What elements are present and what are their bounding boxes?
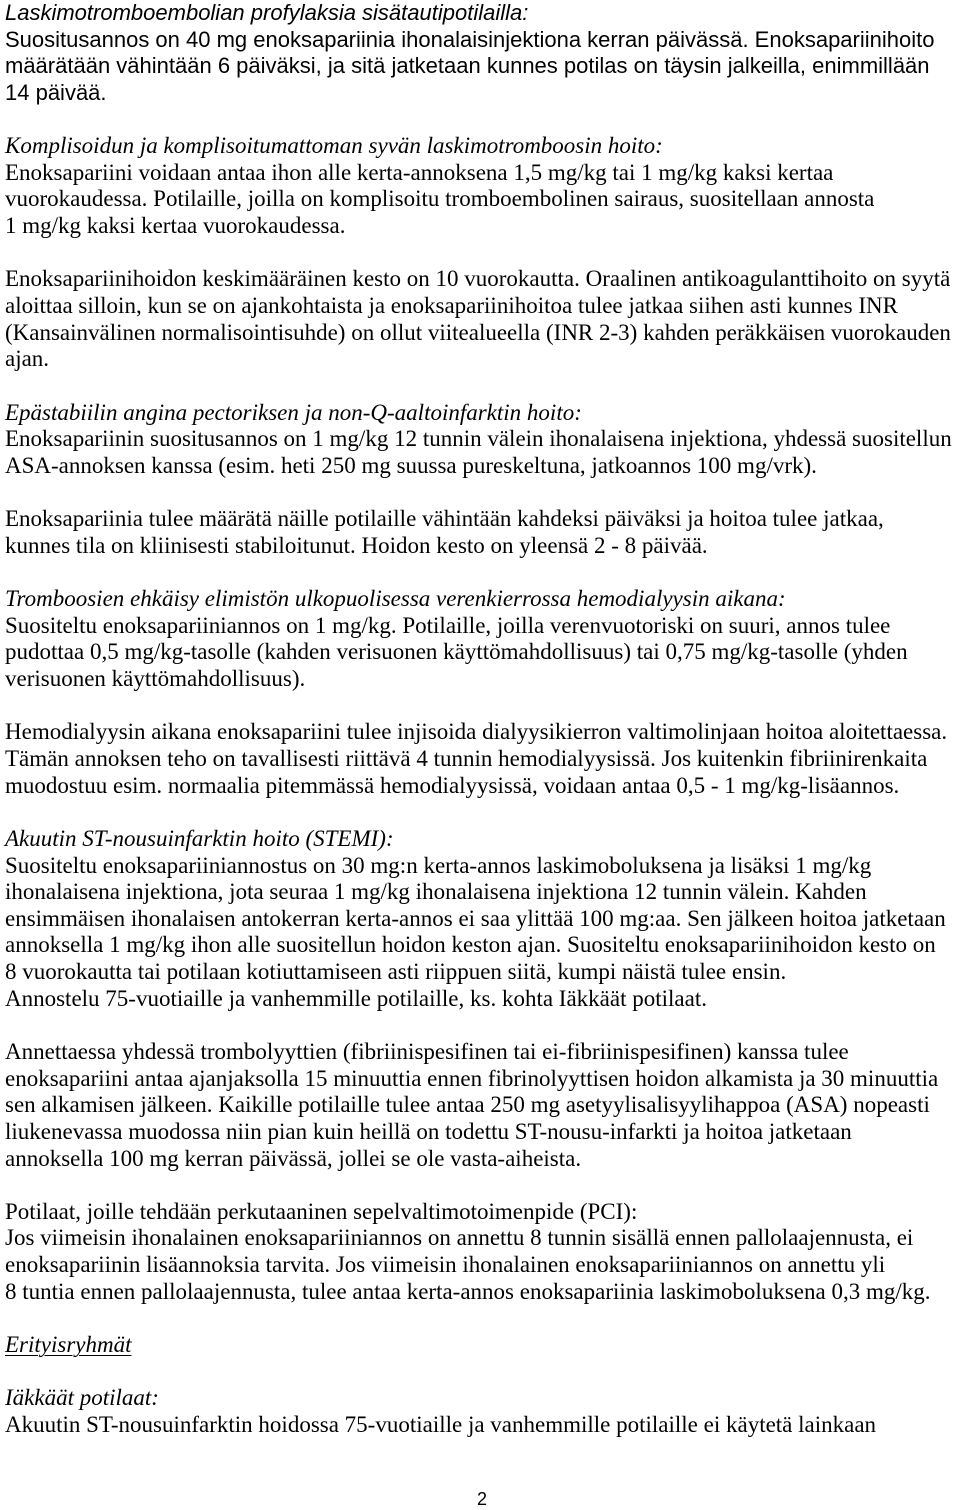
section-heading: Laskimotromboembolian profylaksia sisätautipotilailla: bbox=[5, 0, 529, 25]
section-unstable-angina bbox=[5, 400, 955, 480]
section-stemi bbox=[5, 826, 955, 1012]
text-line: Annettaessa yhdessä trombolyyttien (fibriinispesifinen tai ei-fibriinispesifinen) kanssa tulee bbox=[5, 1038, 849, 1064]
section-dvt-treatment bbox=[5, 133, 955, 240]
text-line: sen alkamisen jälkeen. Kaikille potilaille tulee antaa 250 mg asetyylisalisyylihappoa (ASA) nopeasti bbox=[5, 1092, 930, 1118]
section-special-groups bbox=[5, 1332, 955, 1359]
text-line: kunnes tila on kliinisesti stabiloitunut. Hoidon kesto on yleensä 2 - 8 päivää. bbox=[5, 532, 708, 558]
paragraph-hemodialysis-injection bbox=[5, 719, 955, 799]
text-line: 14 päivää. bbox=[5, 79, 107, 105]
text-line: Annostelu 75-vuotiaille ja vanhemmille potilaille, ks. kohta Iäkkäät potilaat. bbox=[5, 985, 707, 1011]
text-line: vuorokaudessa. Potilaille, joilla on komplisoitu tromboembolinen sairaus, suositellaan annosta bbox=[5, 186, 875, 212]
text-line: Jos viimeisin ihonalainen enoksapariiniannos on annettu 8 tunnin sisällä ennen pallolaajennusta, ei bbox=[5, 1225, 914, 1251]
text-line: aloittaa silloin, kun se on ajankohtaista ja enoksapariinihoitoa tulee jatkaa siihen asti kunnes INR bbox=[5, 293, 898, 319]
text-line: määrätään vähintään 6 päiväksi, ja sitä jatketaan kunnes potilas on täysin jalkeilla, enimmillään bbox=[5, 53, 930, 79]
text-line: ASA-annoksen kanssa (esim. heti 250 mg suussa pureskeltuna, jatkoannos 100 mg/vrk). bbox=[5, 452, 817, 478]
section-heading: Potilaat, joille tehdään perkutaaninen sepelvaltimotoimenpide (PCI): bbox=[5, 1198, 638, 1224]
text-line: Suositeltu enoksapariiniannostus on 30 mg:n kerta-annos laskimoboluksena ja lisäksi 1 mg/kg bbox=[5, 852, 872, 878]
paragraph-thrombolytics bbox=[5, 1039, 955, 1172]
special-groups-title: Erityisryhmät bbox=[5, 1332, 132, 1358]
text-line: Enoksapariinihoidon keskimääräinen kesto on 10 vuorokautta. Oraalinen antikoagulanttihoito on syytä bbox=[5, 266, 951, 292]
text-line: ajan. bbox=[5, 346, 50, 372]
section-hemodialysis bbox=[5, 586, 955, 693]
text-line: ensimmäisen ihonalaisen antokerran kerta-annos ei saa ylittää 100 mg:aa. Sen jälkeen hoitoa jatketaan bbox=[5, 905, 946, 931]
text-line: annoksella 100 mg kerran päivässä, jollei se ole vasta-aiheista. bbox=[5, 1145, 582, 1171]
section-heading: Iäkkäät potilaat: bbox=[5, 1385, 159, 1411]
text-line: enoksapariinin lisäannoksia tarvita. Jos viimeisin ihonalainen enoksapariiniannos on annettu yli bbox=[5, 1252, 886, 1278]
section-pci bbox=[5, 1199, 955, 1306]
page-number: 2 bbox=[477, 1489, 488, 1509]
paragraph-duration bbox=[5, 266, 955, 373]
text-line: Hemodialyysin aikana enoksapariini tulee injisoida dialyysikierron valtimolinjaan hoitoa aloitettaessa. bbox=[5, 719, 948, 745]
text-line: Enoksapariinia tulee määrätä näille potilaille vähintään kahdeksi päiväksi ja hoitoa tulee jatkaa, bbox=[5, 506, 884, 532]
text-line: liukenevassa muodossa niin pian kuin heillä on todettu ST-nousu-infarkti ja hoitoa jatketaan bbox=[5, 1118, 852, 1144]
text-line: Akuutin ST-nousuinfarktin hoidossa 75-vuotiaille ja vanhemmille potilaille ei käytetä lainkaan bbox=[5, 1411, 877, 1437]
section-heading: Akuutin ST-nousuinfarktin hoito (STEMI): bbox=[5, 825, 394, 851]
paragraph-angina-duration bbox=[5, 506, 955, 559]
section-heading bbox=[5, 1332, 955, 1359]
text-line: Suositeltu enoksapariiniannos on 1 mg/kg. Potilaille, joilla verenvuotoriski on suuri, annos tulee bbox=[5, 612, 891, 638]
text-line: verisuonen käyttömahdollisuus). bbox=[5, 666, 306, 692]
text-line: Tämän annoksen teho on tavallisesti riittävä 4 tunnin hemodialyysissä. Jos kuitenkin fibriinirenkaita bbox=[5, 745, 928, 771]
text-line: ihonalaisena injektiona, jota seuraa 1 mg/kg ihonalaisena injektiona 12 tunnin välein. Kahden bbox=[5, 879, 867, 905]
text-line: Suositusannos on 40 mg enoksapariinia ihonalaisinjektiona kerran päivässä. Enoksapariinihoito bbox=[5, 26, 935, 52]
section-heading: Epästabiilin angina pectoriksen ja non-Q-aaltoinfarktin hoito: bbox=[5, 399, 582, 425]
text-line: muodostuu esim. normaalia pitemmässä hemodialyysissä, voidaan antaa 0,5 - 1 mg/kg-lisäannos. bbox=[5, 772, 900, 798]
text-line: Enoksapariini voidaan antaa ihon alle kerta-annoksena 1,5 mg/kg tai 1 mg/kg kaksi kertaa bbox=[5, 159, 834, 185]
text-line: annoksella 1 mg/kg ihon alle suositellun hoidon keston ajan. Suositeltu enoksapariinihoidon kesto on bbox=[5, 932, 936, 958]
section-prophylaxis bbox=[5, 0, 955, 107]
document-page bbox=[5, 0, 955, 1465]
text-line: 1 mg/kg kaksi kertaa vuorokaudessa. bbox=[5, 213, 346, 239]
text-line: 8 tuntia ennen pallolaajennusta, tulee antaa kerta-annos enoksapariinia laskimoboluksena 0,3 mg/kg. bbox=[5, 1278, 931, 1304]
section-heading: Komplisoidun ja komplisoitumattoman syvän laskimotromboosin hoito: bbox=[5, 133, 663, 159]
text-line: (Kansainvälinen normalisointisuhde) on ollut viitealueella (INR 2-3) kahden peräkkäisen vuorokauden bbox=[5, 319, 951, 345]
section-elderly bbox=[5, 1385, 955, 1438]
text-line: enoksapariini antaa ajanjaksolla 15 minuuttia ennen fibrinolyyttisen hoidon alkamista ja 30 minuuttia bbox=[5, 1065, 939, 1091]
text-line: pudottaa 0,5 mg/kg-tasolle (kahden verisuonen käyttömahdollisuus) tai 0,75 mg/kg-tasolle (yhden bbox=[5, 639, 908, 665]
text-line: Enoksapariinin suositusannos on 1 mg/kg 12 tunnin välein ihonalaisena injektiona, yhdessä suositellun bbox=[5, 426, 952, 452]
section-heading: Tromboosien ehkäisy elimistön ulkopuolisessa verenkierrossa hemodialyysin aikana: bbox=[5, 586, 786, 612]
text-line: 8 vuorokautta tai potilaan kotiuttamiseen asti riippuen siitä, kumpi näistä tulee ensin. bbox=[5, 959, 787, 985]
